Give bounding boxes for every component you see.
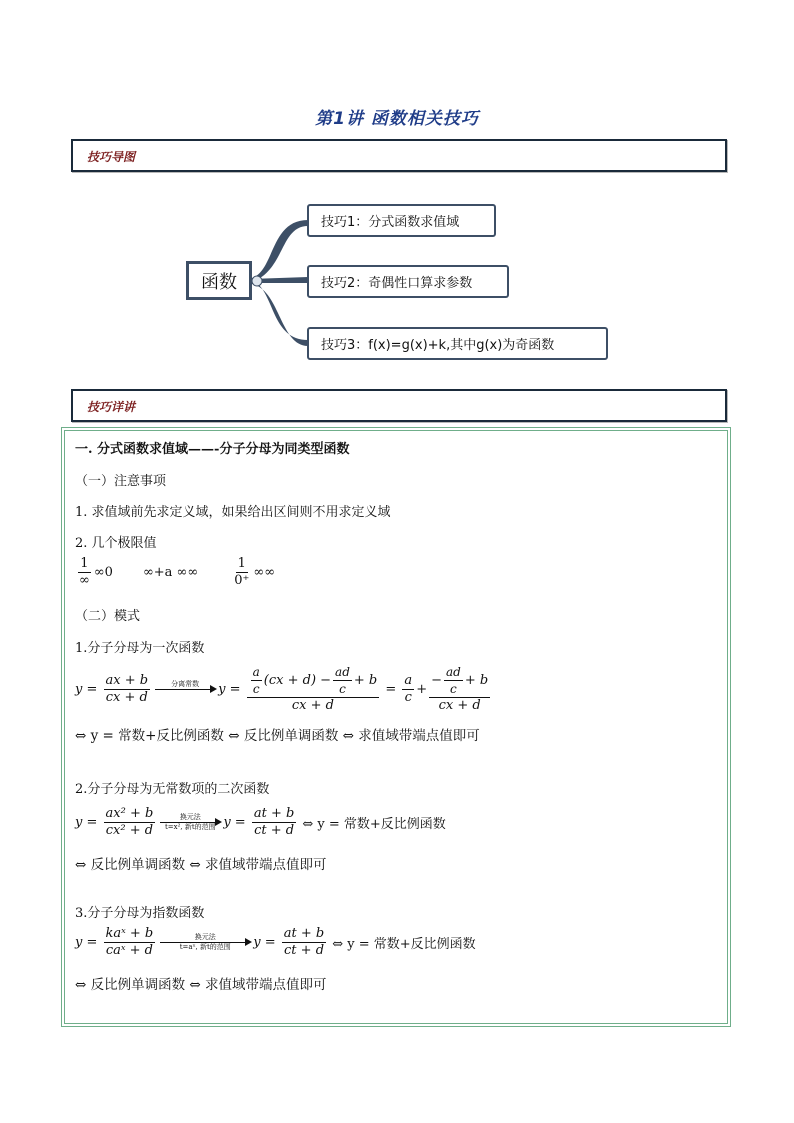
case-2-title: 2.分子分母为无常数项的二次函数 <box>75 782 270 797</box>
model-title: （二）模式 <box>75 609 141 624</box>
limit-3-num: 1 <box>237 556 246 571</box>
section-label-map: 技巧导图 <box>87 150 136 164</box>
case-1-formula: y = $\frac{ax + b}{cx + d}$ 分离常数 y = $\frac{a}{c}$ (cx + d) − $\frac{ad}{c}$ + b cx + d = $\frac{a}{c}$ + − $\frac{ad}{c}$ + b cx + d <box>75 665 489 713</box>
page-title: 第1讲 函数相关技巧 <box>315 109 479 129</box>
connector-branch-1 <box>252 220 308 282</box>
connector-branch-3 <box>252 280 308 346</box>
section-box-detail <box>71 389 727 422</box>
root-joint-dot <box>252 276 262 286</box>
limit-1-rhs: ∞0 <box>93 565 113 580</box>
case-2-conclusion: ⇔ 反比例单调函数 ⇔ 求值域带端点值即可 <box>75 857 327 873</box>
case-1-arrow-label: 分离常数 <box>171 679 200 688</box>
limit-1-fraction <box>77 556 92 589</box>
content-heading: 一. 分式函数求值域——-分子分母为同类型函数 <box>75 442 350 457</box>
limit-1-den: ∞ <box>79 573 90 588</box>
case-2-formula: y = $\frac{\text{ax² + b}}{\text{cx² + d}}$ 换元法 t=x², 新t的范围 y = $\frac{at + b}{ct + d}$ ⇔ y = 常数+反比例函数 <box>75 806 446 838</box>
case-3-arrow <box>160 933 250 952</box>
case-1-conclusion: ⇔ y = 常数+反比例函数 ⇔ 反比例单调函数 ⇔ 求值域带端点值即可 <box>75 728 480 744</box>
mind-map-root: 函数 <box>186 261 252 300</box>
note-2: 2. 几个极限值 <box>75 536 157 551</box>
mind-map-branch-1: 技巧1：分式函数求值域 <box>307 204 496 237</box>
case-3-title: 3.分子分母为指数函数 <box>75 906 205 921</box>
case-2-arrow <box>160 813 220 832</box>
limits-row <box>75 556 275 589</box>
mind-map-branch-2: 技巧2：奇偶性口算求参数 <box>307 265 509 298</box>
case-3-conclusion: ⇔ 反比例单调函数 ⇔ 求值域带端点值即可 <box>75 977 327 993</box>
limit-3-den: 0⁺ <box>234 573 250 588</box>
case-2-tail: ⇔ y = 常数+反比例函数 <box>302 817 446 832</box>
case-1-arrow <box>155 680 215 699</box>
note-1: 1. 求值域前先求定义域，如果给出区间则不用求定义域 <box>75 505 391 520</box>
mind-map <box>0 190 794 370</box>
section-box-map <box>71 139 727 172</box>
mind-map-branch-3: 技巧3：f(x)=g(x)+k,其中g(x)为奇函数 <box>307 327 608 360</box>
case-3-tail: ⇔ y = 常数+反比例函数 <box>332 937 476 952</box>
case-3-arrow-bottom: t=aˣ, 新t的范围 <box>179 943 231 951</box>
case-3-formula: y = $\frac{\text{kaˣ + b}}{\text{caˣ + d}}$ 换元法 t=aˣ, 新t的范围 y = $\frac{at + b}{ct + d}$ ⇔ y = 常数+反比例函数 <box>75 926 476 958</box>
case-3-arrow-top: 换元法 <box>194 933 216 941</box>
limit-3-fraction <box>232 556 251 589</box>
case-2-arrow-top: 换元法 <box>179 813 201 821</box>
notes-title: （一）注意事项 <box>75 474 167 489</box>
case-2-arrow-bottom: t=x², 新t的范围 <box>164 823 216 831</box>
limit-2: ∞+a ∞∞ <box>142 565 199 580</box>
limit-3-rhs: ∞∞ <box>253 565 276 580</box>
section-label-detail: 技巧详讲 <box>87 400 136 414</box>
limit-1-num: 1 <box>80 556 89 571</box>
case-1-title: 1.分子分母为一次函数 <box>75 641 205 656</box>
